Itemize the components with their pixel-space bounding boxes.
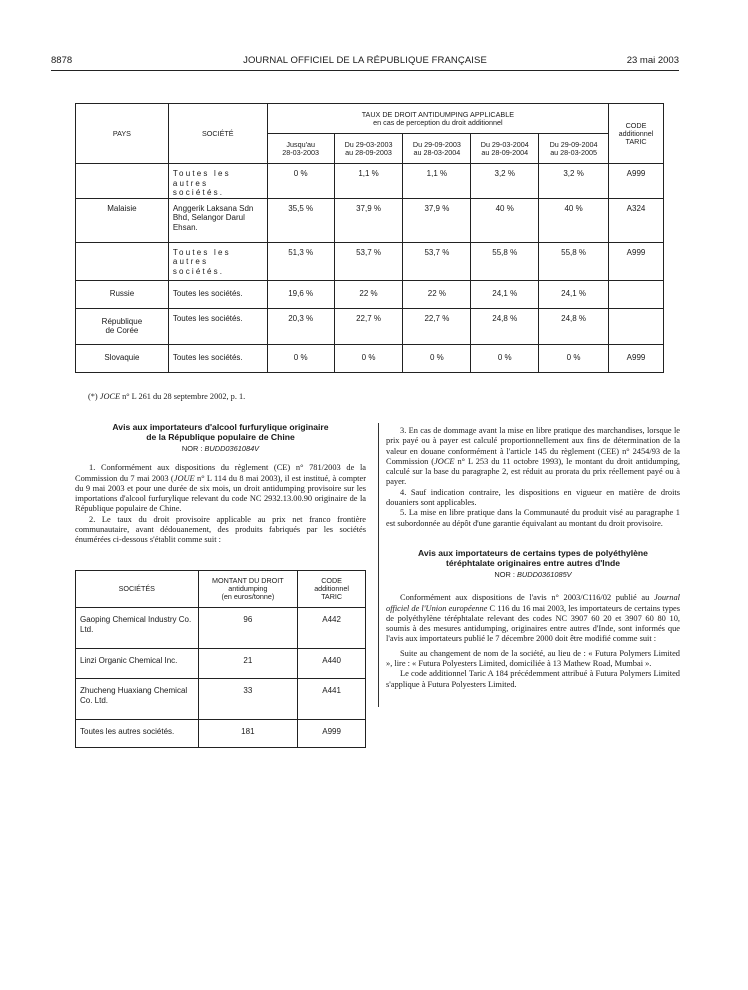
- table-row: [76, 280, 664, 308]
- column-header-code-taric: [609, 104, 664, 164]
- column-header-taux: [267, 104, 608, 134]
- pays-line1: République: [101, 316, 143, 326]
- journal-ref: JOUE: [173, 473, 195, 483]
- cell-societe: Linzi Organic Chemical Inc.: [76, 649, 199, 679]
- period-dates: au 28-03-2005: [550, 147, 597, 157]
- column-header-montant: [198, 571, 298, 608]
- cell-rate: 40 %: [539, 198, 609, 242]
- montant-header-line2: antidumping: [228, 584, 268, 593]
- table-row: [76, 649, 366, 679]
- period-header: [334, 134, 403, 164]
- cell-montant: 181: [198, 720, 298, 748]
- cell-rate: 35,5 %: [267, 198, 334, 242]
- cell-rate: 51,3 %: [267, 242, 334, 280]
- cell-rate: 20,3 %: [267, 308, 334, 344]
- cell-rate: 40 %: [471, 198, 539, 242]
- code-header-line1: CODE: [625, 120, 647, 130]
- period-dates: 28-03-2003: [282, 147, 320, 157]
- cell-montant: 21: [198, 649, 298, 679]
- period-header: [539, 134, 609, 164]
- column-header-code-taric: [298, 571, 366, 608]
- notice-title-line2: de la République populaire de Chine: [146, 432, 295, 442]
- page-number: 8878: [51, 55, 73, 66]
- period-label: Du 29-03-2004: [480, 139, 529, 149]
- cell-societe: Anggerik Laksana Sdn Bhd, Selangor Darul Ehsan.: [168, 198, 267, 242]
- cell-montant: 96: [198, 608, 298, 649]
- code-header-line3: TARIC: [625, 136, 647, 146]
- column-separator: [378, 423, 379, 707]
- journal-ref: Journal officiel de l'Union européenne: [386, 593, 680, 613]
- period-label: Du 29-09-2003: [412, 139, 461, 149]
- societe-text: Toutes les autres sociétés.: [172, 169, 231, 197]
- paragraph-3: [386, 426, 680, 488]
- cell-rate: 0 %: [403, 344, 471, 372]
- period-dates: au 28-03-2004: [413, 147, 461, 157]
- table-row: [76, 608, 366, 649]
- cell-rate: 22 %: [334, 280, 403, 308]
- notice-title-line1: Avis aux importateurs d'alcool furfurylique originaire: [112, 422, 329, 432]
- taux-header-line2: en cas de perception du droit additionnel: [373, 117, 503, 127]
- footnote-text: n° L 261 du 28 septembre 2002, p. 1.: [120, 392, 246, 401]
- code-header-line2: additionnel: [314, 584, 349, 593]
- montant-header-line3: (en euros/tonne): [221, 592, 275, 601]
- paragraph-text: n° L 114 du 8 mai 2003), il est institué, à compter du 9 mai 2003 et pour une durée de six mois, un droit antidumping provisoire sur les importations d'alcool furfurylique relevant du code NC 2932.13.00.90 originaire de la République populaire de Chine.: [75, 473, 366, 514]
- paragraph-4: 4. Sauf indication contraire, les dispositions en vigueur en matière de droits douaniers sont applicables.: [386, 487, 680, 508]
- publication-date: 23 mai 2003: [626, 55, 679, 66]
- cell-pays: Malaisie: [76, 198, 169, 242]
- cell-code: [609, 308, 664, 344]
- taux-header-line1: TAUX DE DROIT ANTIDUMPING APPLICABLE: [361, 109, 515, 119]
- cell-code: A999: [609, 242, 664, 280]
- cell-rate: 3,2 %: [539, 164, 609, 199]
- cell-montant: 33: [198, 679, 298, 720]
- furfuryl-duty-table: [75, 570, 366, 748]
- column-header-societe: SOCIÉTÉ: [168, 104, 267, 164]
- cell-pays: [76, 164, 169, 199]
- cell-rate: 1,1 %: [403, 164, 471, 199]
- paragraph-1: [75, 463, 366, 514]
- right-column: [386, 422, 680, 690]
- cell-code: A324: [609, 198, 664, 242]
- footnote-journal: JOCE: [99, 392, 121, 401]
- notice-title: [75, 422, 366, 442]
- cell-code: A442: [298, 608, 366, 649]
- period-header: [471, 134, 539, 164]
- table-row: [76, 720, 366, 748]
- cell-rate: 22,7 %: [403, 308, 471, 344]
- cell-code: A441: [298, 679, 366, 720]
- cell-rate: 24,8 %: [539, 308, 609, 344]
- pays-line2: de Corée: [105, 326, 139, 335]
- cell-societe: Toutes les sociétés.: [168, 308, 267, 344]
- table-footnote: [88, 392, 245, 401]
- cell-pays: Russie: [76, 280, 169, 308]
- column-header-pays: PAYS: [76, 104, 169, 164]
- paragraph-text: n° L 253 du 11 octobre 1993), le montant du droit antidumping, calculé sur la base du paragraphe 2, est réduit au prorata du prix réellement payé ou à payer.: [386, 456, 680, 487]
- notice-title-line1: Avis aux importateurs de certains types de polyéthylène: [418, 547, 648, 558]
- paragraph-text: 1. Conformément aux dispositions du règlement (CE) n° 781/2003 de la Commission du 7 mai 2003 (: [75, 463, 366, 483]
- cell-rate: 24,1 %: [539, 280, 609, 308]
- cell-rate: 37,9 %: [334, 198, 403, 242]
- nor-label: NOR :: [494, 569, 517, 579]
- code-header-line2: additionnel: [618, 128, 654, 138]
- cell-rate: 0 %: [267, 344, 334, 372]
- nor-reference: [75, 444, 366, 454]
- cell-societe: Gaoping Chemical Industry Co. Ltd.: [76, 608, 199, 649]
- period-dates: au 28-09-2004: [481, 147, 529, 157]
- cell-rate: 37,9 %: [403, 198, 471, 242]
- cell-code: [609, 280, 664, 308]
- table-row: [76, 344, 664, 372]
- cell-rate: 0 %: [539, 344, 609, 372]
- period-header: [403, 134, 471, 164]
- table-row: [76, 198, 664, 242]
- cell-rate: 3,2 %: [471, 164, 539, 199]
- nor-label: NOR :: [181, 444, 205, 453]
- cell-rate: 24,8 %: [471, 308, 539, 344]
- paragraph-text: Conformément aux dispositions de l'avis n° 2003/C116/02 publié au: [400, 593, 654, 603]
- notice-title-line2: téréphtalate originaires entre autres d'Inde: [446, 557, 620, 568]
- paragraph-3: Le code additionnel Taric A 184 précédemment attribué à Futura Polymers Limited s'applique à Futura Polyesters Limited.: [386, 669, 680, 689]
- cell-rate: 22 %: [403, 280, 471, 308]
- cell-societe: Toutes les sociétés.: [168, 280, 267, 308]
- cell-code: A999: [609, 344, 664, 372]
- period-dates: au 28-09-2003: [345, 147, 392, 157]
- cell-rate: 55,8 %: [471, 242, 539, 280]
- period-label: Du 29-03-2003: [344, 139, 393, 149]
- cell-rate: 55,8 %: [539, 242, 609, 280]
- cell-rate: 24,1 %: [471, 280, 539, 308]
- societe-text: Toutes les autres sociétés.: [172, 247, 231, 276]
- antidumping-duty-table: [75, 103, 664, 373]
- table-row: [76, 164, 664, 199]
- footnote-marker: (*): [88, 392, 98, 401]
- cell-pays: [76, 308, 169, 344]
- cell-rate: 19,6 %: [267, 280, 334, 308]
- cell-rate: 53,7 %: [334, 242, 403, 280]
- journal-title: JOURNAL OFFICIEL DE LA RÉPUBLIQUE FRANÇAISE: [243, 55, 487, 66]
- table-row: [76, 679, 366, 720]
- paragraph-5: 5. La mise en libre pratique dans la Communauté du produit visé au paragraphe 1 est subordonnée au dépôt d'une garantie équivalant au montant du droit provisoire.: [386, 508, 680, 528]
- code-header-line3: TARIC: [321, 592, 343, 601]
- column-header-societes: SOCIÉTÉS: [76, 571, 199, 608]
- cell-pays: Slovaquie: [76, 344, 169, 372]
- notice-pet: [386, 548, 680, 690]
- nor-value: BUDD0361084V: [204, 444, 260, 453]
- table-row: [76, 308, 664, 344]
- cell-societe: [168, 242, 267, 280]
- cell-societe: [168, 164, 267, 199]
- cell-pays: [76, 242, 169, 280]
- cell-rate: 53,7 %: [403, 242, 471, 280]
- period-label: Du 29-09-2004: [549, 139, 598, 149]
- header-rule: [51, 70, 679, 71]
- paragraph-text: C 116 du 16 mai 2003, les importateurs de certains types de polyéthylène téréphtalate relevant des codes NC 3907 60 20 et 3907 60 80 10, soumis à des mesures antidumping, originaires entre autres d'Inde, sont informés que l'avis aux importateurs publié le 7 décembre 2000 doit être modifié comme suit :: [386, 603, 680, 644]
- notice-furfuryl-alcohol: [75, 422, 366, 546]
- cell-code: A440: [298, 649, 366, 679]
- paragraph-2: Suite au changement de nom de la société, au lieu de : « Futura Polymers Limited », lire : « Futura Polyesters Limited, domiciliée à 13 Mathew Road, Mumbai ».: [386, 648, 680, 669]
- paragraph-2: 2. Le taux du droit provisoire applicable au prix net franco frontière communautaire, avant dédouanement, des produits fabriqués par les sociétés énumérées ci-dessous s'établit comme suit :: [75, 514, 366, 545]
- cell-rate: 0 %: [334, 344, 403, 372]
- cell-code: A999: [609, 164, 664, 199]
- cell-rate: 0 %: [471, 344, 539, 372]
- nor-value: BUDD0361085V: [516, 569, 572, 579]
- cell-rate: 1,1 %: [334, 164, 403, 199]
- cell-code: A999: [298, 720, 366, 748]
- cell-rate: 22,7 %: [334, 308, 403, 344]
- cell-societe: Zhucheng Huaxiang Chemical Co. Ltd.: [76, 679, 199, 720]
- paragraph-1: [386, 593, 680, 644]
- cell-societe: Toutes les autres sociétés.: [76, 720, 199, 748]
- notice-title: [386, 548, 680, 568]
- paragraph-text: 3. En cas de dommage avant la mise en libre pratique des marchandises, lorsque le prix payé ou à payer est calculé proportionnellement aux fins de détermination de la valeur en douane conformément à l'article 145 du règlement (CEE) n° 2454/93 de la Commission (: [386, 426, 680, 466]
- period-label: Jusqu'au: [286, 139, 315, 149]
- montant-header-line1: MONTANT DU DROIT: [212, 576, 284, 585]
- page-header: [51, 55, 679, 69]
- cell-rate: 0 %: [267, 164, 334, 199]
- journal-ref: JOCE: [434, 456, 455, 466]
- table-row: [76, 242, 664, 280]
- cell-societe: Toutes les sociétés.: [168, 344, 267, 372]
- code-header-line1: CODE: [321, 576, 342, 585]
- nor-reference: [386, 570, 680, 580]
- period-header: [267, 134, 334, 164]
